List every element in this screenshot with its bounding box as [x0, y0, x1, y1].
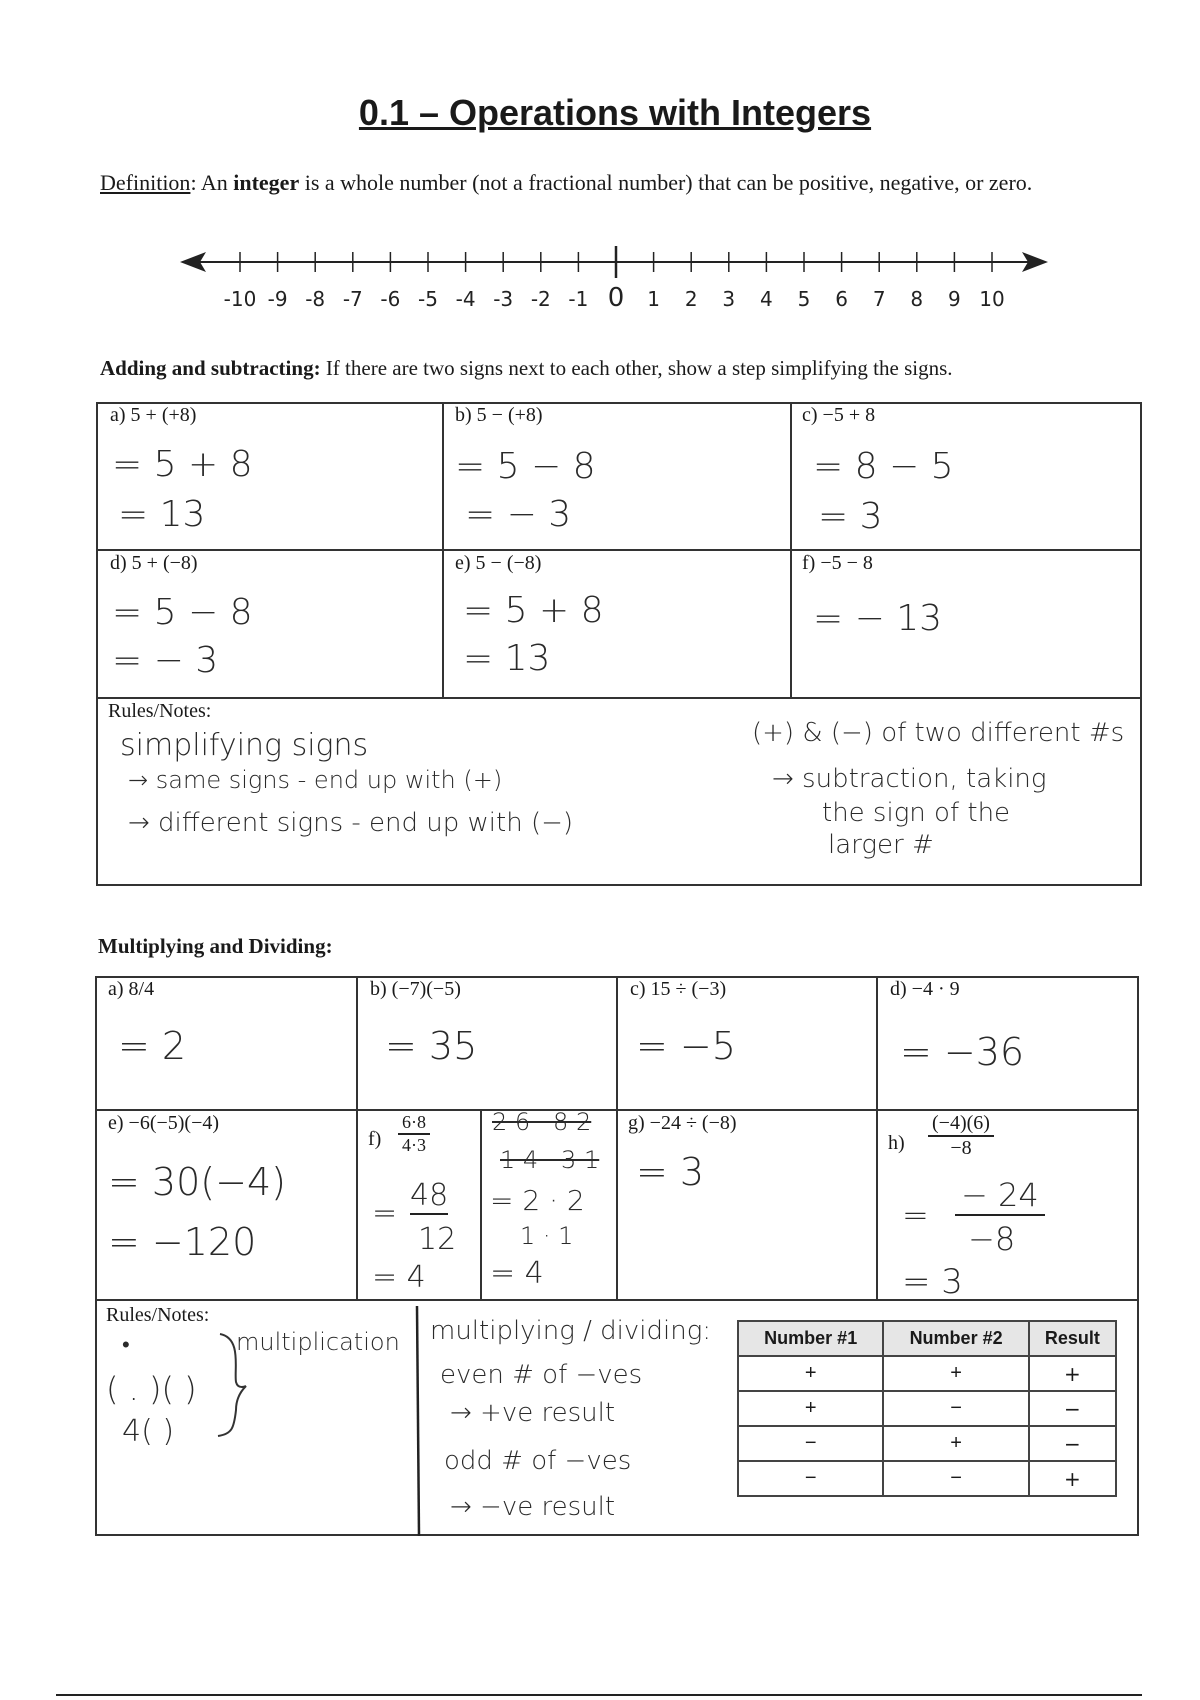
mult-problem-g: g) −24 ÷ (−8): [628, 1112, 737, 1134]
f-work-den: 12: [418, 1222, 457, 1257]
number-line: [180, 240, 1050, 320]
number-line-label: -3: [493, 287, 514, 311]
f-simplified-den: 1 · 1: [520, 1222, 574, 1250]
number-line-label: 2: [684, 287, 698, 311]
sign-result-cell: +: [1029, 1356, 1116, 1391]
mult-note-mid-4: odd # of −ves: [444, 1446, 632, 1476]
sign-table-header: [738, 1321, 1116, 1356]
add-note-right-1: (+) & (−) of two different #s: [752, 718, 1125, 748]
number-line-label: -10: [223, 287, 257, 311]
h-numerator: (−4)(6): [928, 1112, 994, 1137]
add-work-c-1: = 8 − 5: [813, 446, 954, 487]
brace-icon: [212, 1330, 252, 1440]
sign-header-3: Result: [1029, 1321, 1116, 1356]
add-note-left-3: → different signs - end up with (−): [128, 808, 574, 838]
number-line-label: 6: [835, 287, 848, 311]
add-problem-c: c) −5 + 8: [802, 404, 876, 426]
number-line-label: -5: [418, 287, 438, 311]
sign-cell: +: [883, 1356, 1028, 1391]
add-work-e-1: = 5 + 8: [463, 590, 604, 631]
mult-work-a: = 2: [118, 1024, 187, 1068]
mult-note-multiplication: multiplication: [236, 1328, 400, 1356]
add-work-d-1: = 5 − 8: [112, 592, 253, 633]
mult-rules-label: Rules/Notes:: [106, 1304, 210, 1326]
add-work-f-1: = − 13: [813, 598, 943, 639]
add-work-d-2: = − 3: [112, 640, 219, 681]
mult-note-mid-5: → −ve result: [450, 1492, 616, 1522]
number-line-label: 8: [910, 287, 924, 311]
add-note-right-3: the sign of the: [822, 798, 1011, 828]
add-problem-e: e) 5 − (−8): [455, 552, 542, 574]
number-line-label: 0: [607, 283, 625, 313]
h-work-num: − 24: [955, 1176, 1045, 1216]
number-line-label: -8: [305, 287, 326, 311]
adding-heading: [100, 356, 953, 381]
sign-header-2: Number #2: [883, 1321, 1028, 1356]
sign-cell: −: [883, 1391, 1028, 1426]
f-cancel-den: 1 4 · 3 1: [500, 1146, 600, 1174]
mult-work-e-1: = 30(−4): [108, 1160, 286, 1204]
mult-problem-h-label: h): [888, 1132, 905, 1154]
sign-cell: −: [883, 1461, 1028, 1496]
number-line-label: 10: [979, 287, 1005, 311]
mult-note-paren: ( . )( ): [106, 1370, 197, 1408]
number-line-label: 1: [647, 287, 660, 311]
mult-note-mid-2: even # of −ves: [440, 1360, 643, 1390]
bottom-rule: [56, 1694, 1142, 1696]
mult-note-mid-3: → +ve result: [450, 1398, 616, 1428]
number-line-label: -4: [455, 287, 476, 311]
mult-work-d: = −36: [900, 1030, 1025, 1074]
mult-problem-a: a) 8/4: [108, 978, 155, 1000]
add-note-left-1: simplifying signs: [120, 728, 369, 763]
number-line-label: -7: [342, 287, 363, 311]
sign-rules-table: [737, 1320, 1117, 1497]
mult-problem-d: d) −4 · 9: [890, 978, 960, 1000]
sign-cell: +: [738, 1356, 883, 1391]
mult-work-e-2: = −120: [108, 1220, 257, 1264]
adding-heading-label: Adding and subtracting:: [100, 356, 321, 380]
table-row: [738, 1461, 1116, 1496]
number-line-ticks: [240, 246, 992, 278]
f-simplified-num: = 2 · 2: [490, 1184, 585, 1217]
mult-work-b: = 35: [385, 1024, 478, 1068]
table-row: [738, 1356, 1116, 1391]
mult-note-bullet: •: [122, 1333, 130, 1358]
multiplying-heading: Multiplying and Dividing:: [98, 934, 333, 958]
mult-problem-b: b) (−7)(−5): [370, 978, 461, 1000]
add-note-right-4: larger #: [828, 830, 934, 860]
h-work-den: −8: [968, 1220, 1016, 1258]
f-denominator: 4·3: [402, 1135, 426, 1155]
add-problem-b: b) 5 − (+8): [455, 404, 543, 426]
add-rules-label: Rules/Notes:: [108, 700, 212, 722]
h-work-eq: =: [902, 1196, 929, 1234]
sign-cell: −: [738, 1461, 883, 1496]
sign-cell: +: [738, 1391, 883, 1426]
mult-note-mid-1: multiplying / dividing:: [430, 1316, 712, 1346]
add-problem-a: a) 5 + (+8): [110, 404, 197, 426]
add-work-a-1: = 5 + 8: [112, 444, 253, 485]
add-note-right-2: → subtraction, taking: [772, 764, 1047, 794]
sign-header-1: Number #1: [738, 1321, 883, 1356]
number-line-label: -1: [568, 287, 589, 311]
sign-cell: +: [883, 1426, 1028, 1461]
add-work-b-1: = 5 − 8: [455, 446, 596, 487]
add-problem-d: d) 5 + (−8): [110, 552, 198, 574]
add-problem-f: f) −5 − 8: [802, 552, 873, 574]
add-work-e-2: = 13: [463, 638, 551, 679]
mult-work-c: = −5: [636, 1024, 736, 1068]
f-simplified-result: = 4: [490, 1256, 544, 1291]
h-work-result: = 3: [902, 1262, 963, 1302]
number-line-label: 7: [872, 287, 886, 311]
f-work-result: = 4: [372, 1260, 426, 1295]
number-line-label: -6: [380, 287, 401, 311]
number-line-label: 5: [797, 287, 811, 311]
number-line-label: 4: [760, 287, 773, 311]
number-line-label: 3: [722, 287, 736, 311]
sign-cell: −: [738, 1426, 883, 1461]
f-numerator: 6·8: [398, 1112, 430, 1135]
table-row: [738, 1426, 1116, 1461]
h-denominator: −8: [950, 1137, 972, 1159]
sign-result-cell: +: [1029, 1461, 1116, 1496]
mult-problem-f-fraction: [398, 1112, 430, 1156]
definition-text: is a whole number (not a fractional number) that can be positive, negative, or zero.: [299, 170, 1033, 195]
f-work-num: 48: [410, 1178, 449, 1213]
definition-term: integer: [233, 170, 300, 195]
definition-pre: : An: [190, 170, 234, 195]
number-line-label: -2: [530, 287, 551, 311]
table-row: [738, 1391, 1116, 1426]
add-note-left-2: → same signs - end up with (+): [128, 766, 503, 794]
adding-instruction: If there are two signs next to each other, show a step simplifying the signs.: [320, 356, 953, 380]
f-work-eq: =: [372, 1196, 398, 1231]
definition: [100, 170, 1032, 196]
add-work-b-2: = − 3: [465, 494, 572, 535]
sign-result-cell: −: [1029, 1426, 1116, 1461]
mult-problem-f-label: f): [368, 1128, 382, 1150]
add-work-a-2: = 13: [118, 494, 206, 535]
number-line-label: 9: [948, 287, 961, 311]
definition-label: Definition: [100, 170, 191, 195]
number-line-label: -9: [267, 287, 288, 311]
page-title: 0.1 – Operations with Integers: [358, 92, 872, 133]
add-work-c-2: = 3: [818, 496, 883, 537]
mult-note-four: 4( ): [122, 1414, 175, 1449]
mult-problem-h-fraction: [928, 1112, 994, 1160]
number-line-labels: [224, 283, 1005, 313]
mult-work-g: = 3: [636, 1150, 705, 1194]
sign-result-cell: −: [1029, 1391, 1116, 1426]
mult-problem-e: e) −6(−5)(−4): [108, 1112, 220, 1134]
mult-problem-c: c) 15 ÷ (−3): [630, 978, 727, 1000]
f-cancel-num: 2 6 · 8 2: [492, 1108, 592, 1136]
